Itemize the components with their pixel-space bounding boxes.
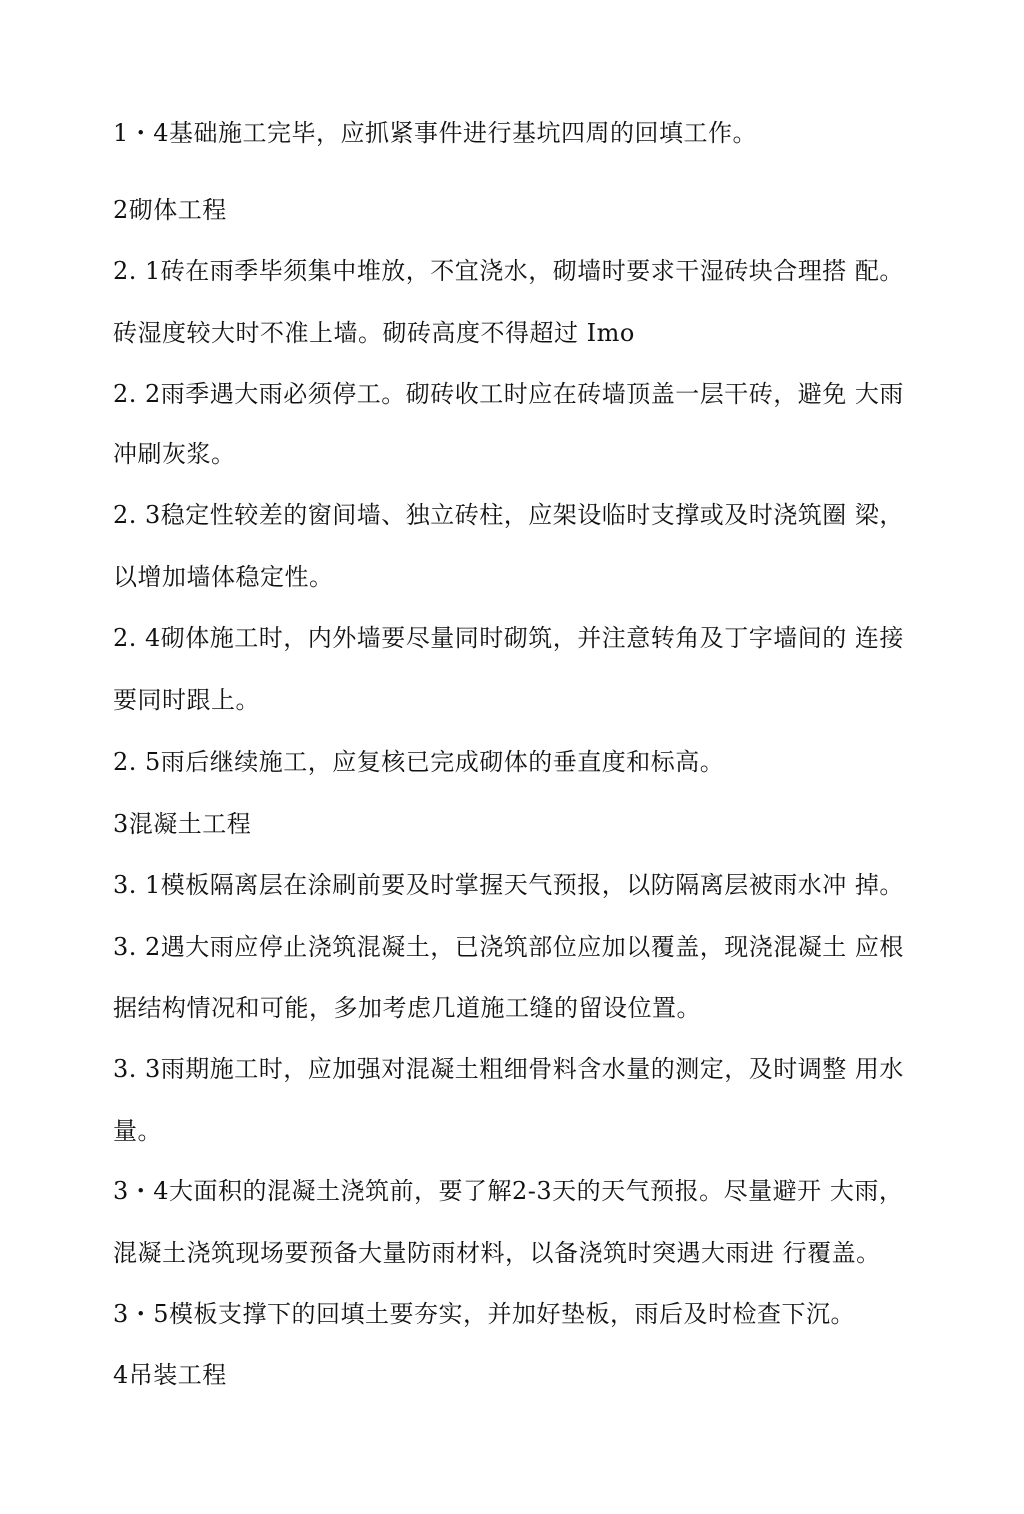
paragraph-2-1-line-2: 砖湿度较大时不准上墙。砌砖高度不得超过 Imo (113, 319, 635, 347)
paragraph-3-5: 3・5模板支撑下的回填土要夯实，并加好垫板，雨后及时检查下沉。 (113, 1300, 856, 1328)
paragraph-2-4-line-2: 要同时跟上。 (113, 686, 260, 714)
paragraph-2-2-line-2: 冲刷灰浆。 (113, 440, 236, 468)
section-heading-3: 3混凝土工程 (113, 810, 252, 838)
paragraph-2-4-line-1: 2. 4砌体施工时，内外墙要尽量同时砌筑，并注意转角及丁字墙间的 连接 (113, 624, 904, 652)
paragraph-3-4-line-1: 3・4大面积的混凝土浇筑前，要了解2-3天的天气预报。尽量避开 大雨， (113, 1177, 904, 1205)
paragraph-3-3-line-2: 量。 (113, 1117, 162, 1145)
section-heading-2: 2砌体工程 (113, 196, 227, 224)
paragraph-2-5: 2. 5雨后继续施工，应复核已完成砌体的垂直度和标高。 (113, 748, 725, 776)
paragraph-1-4: 1・4基础施工完毕，应抓紧事件进行基坑四周的回填工作。 (113, 119, 758, 147)
paragraph-3-4-line-2: 混凝土浇筑现场要预备大量防雨材料，以备浇筑时突遇大雨进 行覆盖。 (113, 1239, 881, 1267)
paragraph-2-2-line-1: 2. 2雨季遇大雨必须停工。砌砖收工时应在砖墙顶盖一层干砖，避免 大雨 (113, 380, 904, 408)
paragraph-2-1-line-1: 2. 1砖在雨季毕须集中堆放，不宜浇水，砌墙时要求干湿砖块合理搭 配。 (113, 257, 904, 285)
paragraph-3-1: 3. 1模板隔离层在涂刷前要及时掌握天气预报，以防隔离层被雨水冲 掉。 (113, 871, 904, 899)
paragraph-3-2-line-1: 3. 2遇大雨应停止浇筑混凝土，已浇筑部位应加以覆盖，现浇混凝土 应根 (113, 933, 904, 961)
paragraph-3-2-line-2: 据结构情况和可能，多加考虑几道施工缝的留设位置。 (113, 994, 701, 1022)
paragraph-3-3-line-1: 3. 3雨期施工时，应加强对混凝土粗细骨料含水量的测定，及时调整 用水 (113, 1055, 904, 1083)
paragraph-2-3-line-2: 以增加墙体稳定性。 (113, 563, 334, 591)
paragraph-2-3-line-1: 2. 3稳定性较差的窗间墙、独立砖柱，应架设临时支撑或及时浇筑圈 梁， (113, 501, 904, 529)
section-heading-4: 4吊装工程 (113, 1361, 227, 1389)
